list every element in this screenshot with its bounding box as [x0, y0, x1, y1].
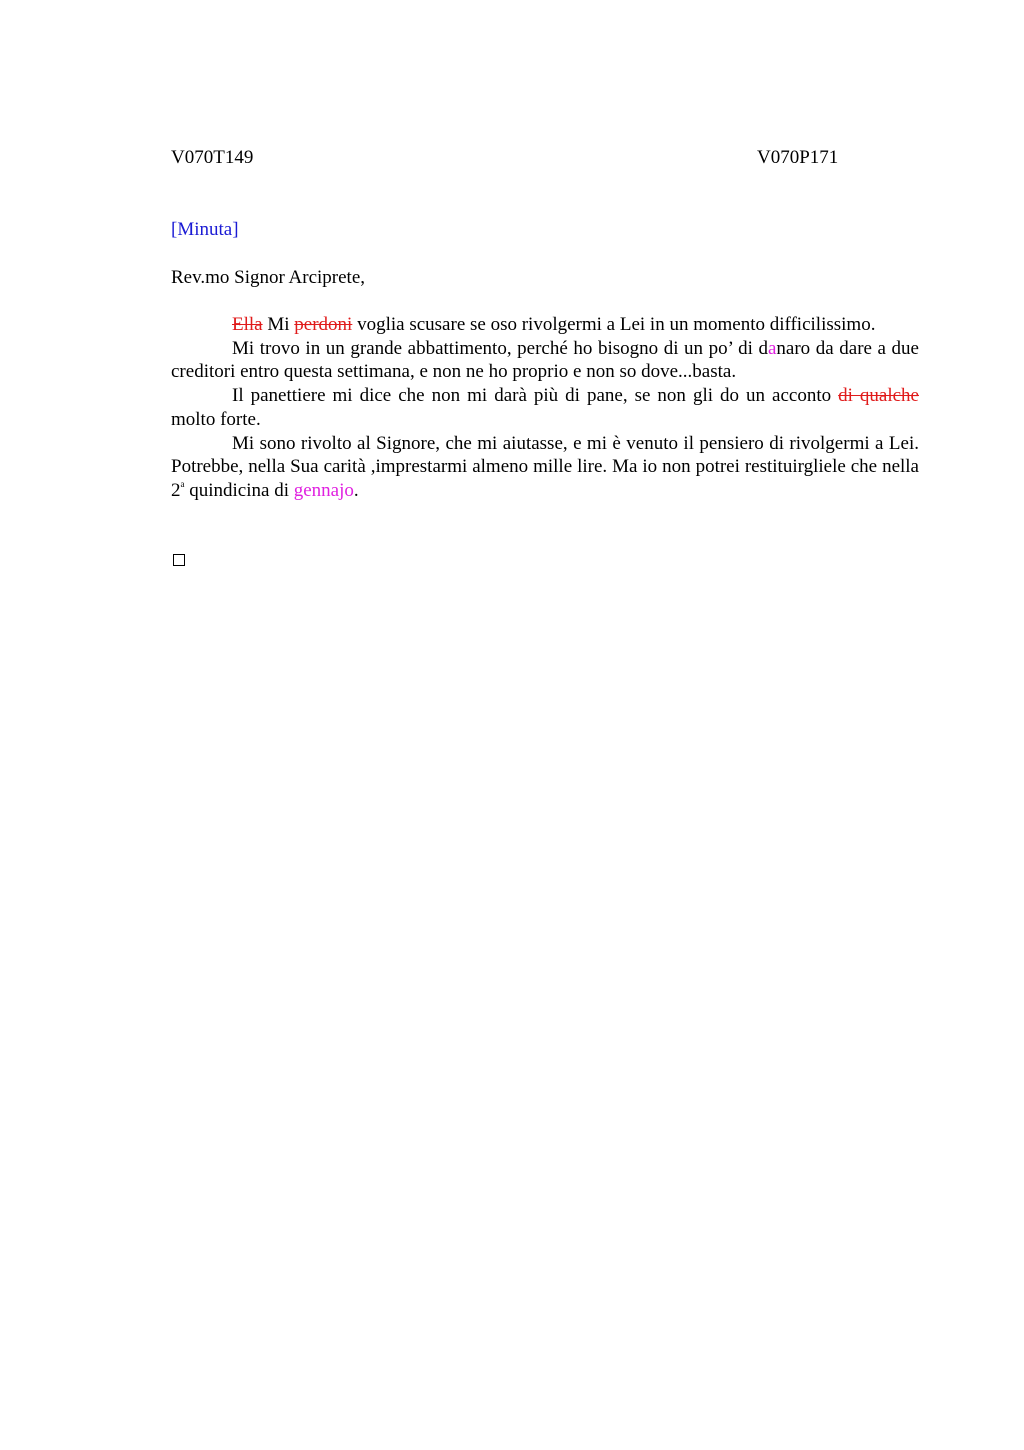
paragraph-3	[171, 384, 919, 431]
deleted-word: perdoni	[294, 314, 353, 335]
deleted-word: Ella	[232, 314, 263, 335]
paragraph-4	[171, 432, 919, 503]
draft-label: [Minuta]	[171, 219, 239, 240]
text-segment: Il panettiere mi dice che non mi darà più di pane, se non gli do un acconto	[232, 385, 839, 407]
paragraph-1	[171, 313, 919, 337]
paragraph-2	[171, 337, 919, 384]
text-segment: Mi sono rivolto al Signore, che mi aiutasse, e mi è venuto il pensiero di rivolgermi a Lei. Potrebbe, nella Sua carità ,imprestarmi almeno mille lire. Ma io non potrei restituirgliele che nella 2	[171, 432, 919, 501]
deleted-phrase: di qualche	[838, 385, 919, 407]
text-segment: Mi	[262, 314, 295, 335]
text-segment: Mi trovo in un grande abbattimento, perché ho bisogno di un po’ di d	[232, 337, 768, 359]
corrected-word: gennajo	[293, 479, 354, 501]
text-segment: .	[353, 479, 359, 501]
letter-body	[171, 313, 919, 503]
document-code-right: V070P171	[757, 147, 839, 168]
salutation: Rev.mo Signor Arciprete,	[171, 267, 366, 288]
text-segment: voglia scusare se oso rivolgermi a Lei in un momento difficilissimo.	[352, 314, 876, 335]
empty-square-icon	[173, 554, 185, 566]
document-code-left: V070T149	[171, 147, 254, 168]
text-segment: quindicina di	[184, 479, 294, 501]
text-segment: molto forte.	[171, 408, 261, 430]
text-segment: naro da dare a due creditori entro questa settimana, e non ne ho proprio e non so dove...basta.	[171, 337, 919, 383]
ordinal-superscript: a	[180, 478, 185, 489]
corrected-letter: a	[767, 337, 777, 359]
